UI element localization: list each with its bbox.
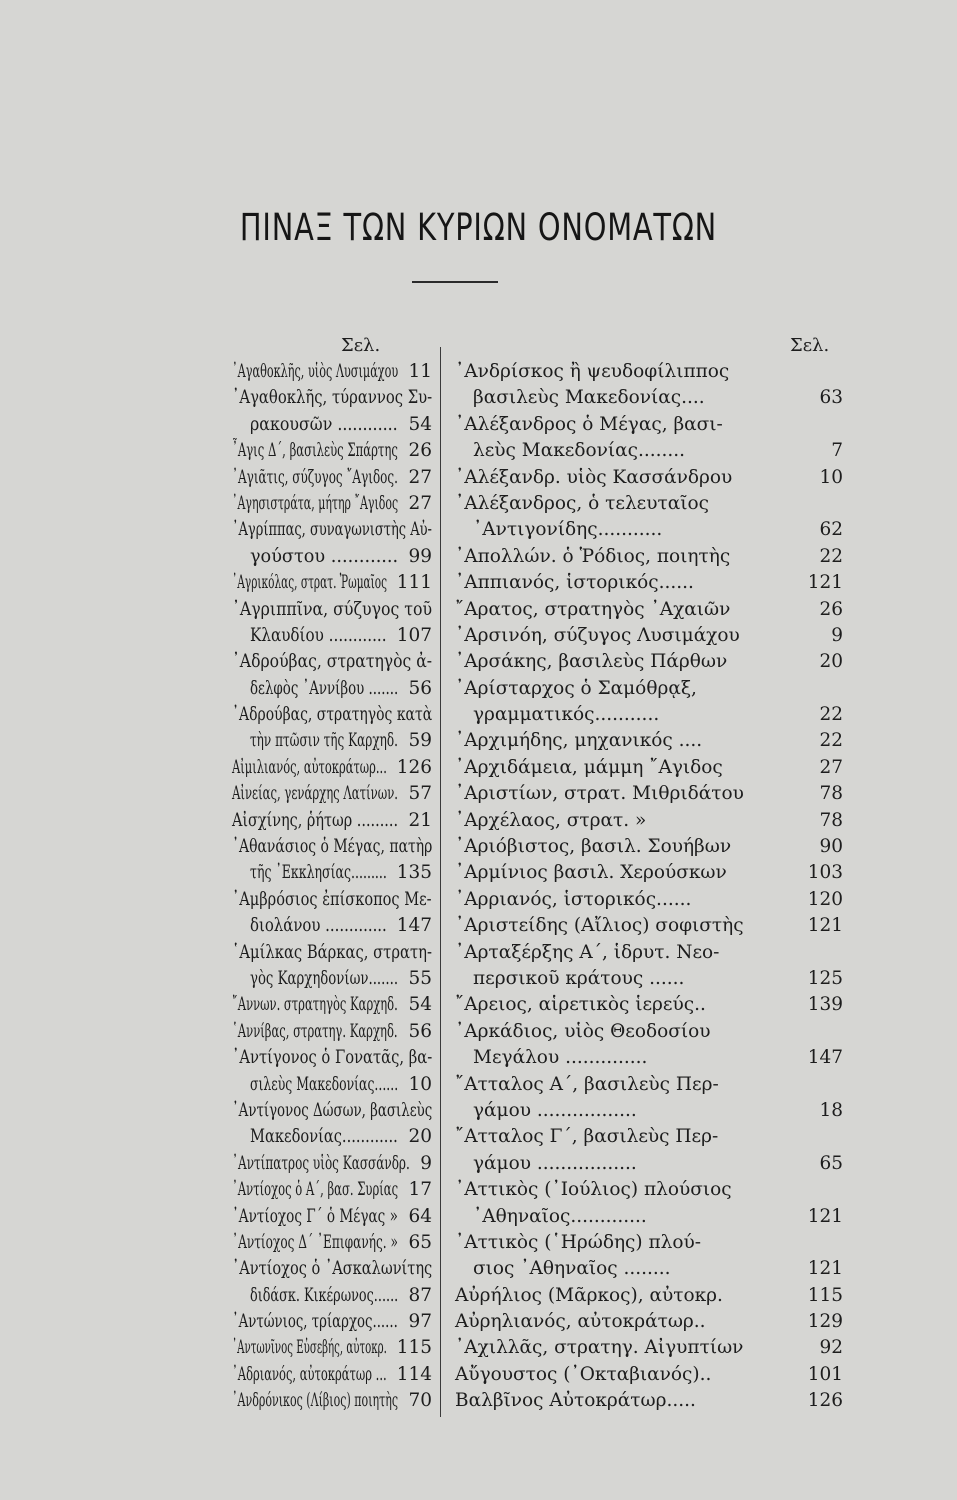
index-line (455, 359, 843, 385)
index-line (455, 1204, 843, 1230)
index-entry-text: δελφὸς ᾿Αννίβου ....... (250, 677, 399, 699)
index-entry-text: ᾿Αγριππῖνα, σύζυγος τοῦ (232, 598, 433, 620)
index-entry-text: ᾿Αγρίππας, συναγωνιστὴς Αὐ- (232, 519, 432, 541)
index-entry-text: Αἰνείας, γενάρχης Λατίνων. (232, 783, 398, 805)
right-entries (455, 359, 843, 1415)
index-entry-text: ᾿Ανδρόνικος (Λίβιος) ποιητὴς (232, 1390, 399, 1412)
index-entry-text: ᾿Αρριανός, ἱστορικός...... (455, 888, 692, 910)
index-entry-text: ᾿Αρίσταρχος ὁ Σαμόθρᾳξ, (455, 677, 697, 699)
index-line (455, 623, 843, 649)
index-entry-text: ῎Αρατος, στρατηγὸς ᾿Αχαιῶν (455, 598, 731, 620)
index-line (455, 940, 843, 966)
index-line (232, 385, 432, 411)
index-entry-text: ῎Αρειος, αἱρετικὸς ἱερεύς.. (455, 994, 706, 1016)
index-page-number: 114 (396, 1363, 432, 1385)
index-line (232, 1177, 432, 1203)
index-page-number: 121 (807, 1258, 843, 1280)
index-entry-text: ᾿Απολλών. ὁ Ῥόδιος, ποιητὴς (455, 545, 731, 567)
index-entry-text: ᾿Αθηναῖος............. (473, 1205, 647, 1227)
index-line (232, 1335, 432, 1361)
index-page-number: 26 (408, 440, 432, 462)
index-page-number: 54 (408, 994, 432, 1016)
index-entry-text: ᾿Αγαθοκλῆς, υἱὸς Λυσιμάχου (232, 361, 399, 382)
index-page-number: 101 (807, 1363, 843, 1385)
index-line (232, 438, 432, 464)
index-line (232, 412, 432, 438)
index-entry-text: ᾿Αττικὸς (᾿Ιούλιος) πλούσιος (455, 1179, 732, 1201)
index-line (232, 966, 432, 992)
index-page-number: 64 (408, 1205, 432, 1227)
index-line (455, 834, 843, 860)
index-line (455, 649, 843, 675)
page-title: ΠΙΝΑΞ ΤΩΝ ΚΥΡΙΩΝ ΟΝΟΜΑΤΩΝ (239, 206, 718, 249)
index-line (232, 1256, 432, 1282)
index-page-number: 11 (408, 361, 432, 382)
index-entry-text: ᾿Αρσάκης, βασιλεὺς Πάρθων (455, 651, 728, 673)
index-page-number: 99 (408, 545, 432, 567)
index-entry-text: ᾿Αλέξανδρος ὁ Μέγας, βασι- (455, 413, 723, 435)
index-entry-text: Κλαυδίου ............ (250, 624, 387, 646)
index-entry-text: λεὺς Μακεδονίας........ (473, 440, 686, 462)
index-line (455, 728, 843, 754)
index-entry-text: ᾿Αγησιστράτα, μήτηρ ῎Αγιδος (232, 492, 399, 514)
index-line (455, 702, 843, 728)
index-entry-text: Αἰσχίνης, ῥήτωρ ......... (232, 809, 399, 831)
index-line (455, 438, 843, 464)
index-page-number: 21 (408, 809, 432, 831)
index-page-number: 87 (408, 1284, 432, 1306)
right-page-header: Σελ. (790, 335, 830, 356)
index-line (232, 544, 432, 570)
index-line (455, 1309, 843, 1335)
index-line (455, 1151, 843, 1177)
index-line (232, 887, 432, 913)
index-entry-text: Αὐρηλιανός, αὐτοκράτωρ.. (455, 1311, 706, 1333)
index-page-number: 56 (408, 1020, 432, 1042)
index-page-number: 97 (408, 1311, 432, 1333)
index-entry-text: ᾿Αντιγονίδης........... (473, 519, 663, 541)
index-entry-text: διολάνου ............. (250, 915, 387, 937)
left-page-header: Σελ. (341, 335, 381, 356)
index-entry-text: βασιλεὺς Μακεδονίας.... (473, 387, 705, 409)
column-divider (440, 347, 441, 1417)
index-line (455, 1019, 843, 1045)
index-entry-text: ᾿Αντίοχος ὁ Α΄, βασ. Συρίας (232, 1179, 399, 1201)
index-entry-text: ᾿Αθανάσιος ὁ Μέγας, πατὴρ (232, 836, 433, 858)
index-entry-text: ᾿Αριστίων, στρατ. Μιθριδάτου (455, 783, 744, 805)
index-line (455, 1177, 843, 1203)
index-page-number: 126 (807, 1390, 843, 1412)
index-line (455, 966, 843, 992)
index-entry-text: ᾿Αριστείδης (Αἴλιος) σοφιστὴς (455, 915, 744, 937)
index-entry-text: ᾿Αντίοχος ὁ ᾿Ασκαλωνίτης (232, 1258, 433, 1280)
index-line (455, 570, 843, 596)
index-page-number: 90 (819, 836, 843, 858)
index-line (232, 1204, 432, 1230)
index-line (232, 1151, 432, 1177)
index-page-number: 121 (807, 572, 843, 594)
index-line (455, 755, 843, 781)
index-page-number: 54 (408, 413, 432, 435)
index-line (455, 1072, 843, 1098)
index-line (232, 623, 432, 649)
index-entry-text: ᾿Αγιᾶτις, σύζυγος ῎Αγιδος. (232, 466, 398, 488)
index-page-number: 139 (807, 994, 843, 1016)
index-page-number: 107 (396, 624, 432, 646)
index-page-number: 65 (408, 1231, 432, 1253)
index-line (232, 491, 432, 517)
index-entry-text: ρακουσῶν ............ (250, 413, 398, 435)
index-entry-text: διδάσκ. Κικέρωνος...... (250, 1284, 399, 1306)
index-line (232, 940, 432, 966)
index-line (232, 676, 432, 702)
index-entry-text: ᾿Αγρικόλας, στρατ. Ῥωμαῖος (232, 572, 388, 594)
index-entry-text: ᾿Αππιανός, ἱστορικός...... (455, 572, 694, 594)
index-entry-text: γούστου ............ (250, 545, 399, 567)
index-line (232, 597, 432, 623)
index-page-number: 9 (420, 1152, 432, 1174)
index-page-number: 78 (819, 783, 843, 805)
index-page-number: 56 (408, 677, 432, 699)
index-page-number: 115 (807, 1284, 843, 1306)
index-page-number: 7 (831, 440, 843, 462)
index-entry-text: ᾿Αλέξανδρος, ὁ τελευταῖος (455, 492, 709, 514)
index-entry-text: ᾿Αριόβιστος, βασιλ. Σουήβων (455, 836, 732, 858)
index-line (455, 860, 843, 886)
index-line (232, 649, 432, 675)
index-entry-text: περσικοῦ κράτους ...... (473, 967, 685, 989)
index-entry-text: ᾿Αρχιδάμεια, μάμμη ῎Αγιδος (455, 756, 723, 778)
index-line (455, 465, 843, 491)
index-page-number: 63 (819, 387, 843, 409)
index-line (455, 517, 843, 543)
index-entry-text: Αὐρήλιος (Μᾶρκος), αὐτοκρ. (455, 1284, 723, 1306)
index-line (232, 1098, 432, 1124)
index-page-number: 125 (807, 967, 843, 989)
index-entry-text: ᾿Αδριανός, αὐτοκράτωρ ... (232, 1363, 387, 1385)
index-entry-text: ᾿Αντίγονος ὁ Γονατᾶς, βα- (232, 1047, 433, 1069)
index-entry-text: ῎Ατταλος Α΄, βασιλεὺς Περ- (455, 1073, 719, 1095)
index-line (232, 834, 432, 860)
index-entry-text: γάμου ................. (473, 1152, 637, 1174)
index-entry-text: ῎Αννων. στρατηγὸς Καρχηδ. (232, 994, 398, 1016)
index-line (455, 385, 843, 411)
index-line (455, 992, 843, 1018)
index-page-number: 147 (396, 915, 432, 937)
index-line (232, 781, 432, 807)
index-line (232, 570, 432, 596)
index-page-number: 147 (807, 1047, 843, 1069)
index-entry-text: ᾿Αμβρόσιος ἐπίσκοπος Με- (232, 888, 432, 910)
index-line (455, 1362, 843, 1388)
index-entry-text: ᾿Αγαθοκλῆς, τύραννος Συ- (232, 387, 433, 409)
index-page-number: 59 (408, 730, 432, 752)
index-line (232, 1388, 432, 1414)
index-entry-text: ᾿Αλέξανδρ. υἱὸς Κασσάνδρου (455, 466, 733, 488)
index-page-number: 111 (396, 572, 432, 594)
index-entry-text: Βαλβῖνος Αὐτοκράτωρ..... (455, 1390, 696, 1412)
index-page-number: 65 (819, 1152, 843, 1174)
index-entry-text: ᾿Αρχέλαος, στρατ. » (455, 809, 647, 831)
index-page-number: 62 (819, 519, 843, 541)
index-line (232, 1124, 432, 1150)
index-page-number: 26 (819, 598, 843, 620)
index-line (232, 913, 432, 939)
index-entry-text: ᾿Αδρούβας, στρατηγὸς ἀ- (232, 651, 433, 673)
index-line (232, 359, 432, 385)
index-entry-text: ᾿Αρχιμήδης, μηχανικός .... (455, 730, 703, 752)
index-entry-text: γραμματικός........... (473, 704, 660, 726)
index-line (232, 1283, 432, 1309)
index-line (455, 1045, 843, 1071)
index-line (232, 755, 432, 781)
index-line (232, 728, 432, 754)
index-page-number: 92 (819, 1337, 843, 1359)
index-entry-text: ᾿Αντίοχος Γ΄ ὁ Μέγας » (232, 1205, 398, 1227)
index-page-number: 70 (408, 1390, 432, 1412)
index-line (232, 860, 432, 886)
index-entry-text: σιος ᾿Αθηναῖος ........ (473, 1258, 671, 1280)
index-entry-text: Μεγάλου .............. (473, 1047, 648, 1069)
title-rule (412, 281, 498, 283)
index-entry-text: σιλεὺς Μακεδονίας...... (250, 1073, 399, 1095)
index-line (455, 491, 843, 517)
index-page-number: 22 (819, 545, 843, 567)
index-page-number: 126 (396, 756, 432, 778)
index-line (232, 1045, 432, 1071)
index-entry-text: ᾿Αντίπατρος υἱὸς Κασσάνδρ. (232, 1152, 410, 1174)
index-line (232, 992, 432, 1018)
index-entry-text: ᾿Αντίγονος Δώσων, βασιλεὺς (232, 1099, 433, 1121)
index-page-number: 27 (408, 492, 432, 514)
index-page-number: 115 (396, 1337, 432, 1359)
index-page-number: 18 (819, 1099, 843, 1121)
index-page-number: 129 (807, 1311, 843, 1333)
index-line (455, 1283, 843, 1309)
index-entry-text: γάμου ................. (473, 1099, 637, 1121)
index-line (232, 1019, 432, 1045)
index-line (455, 1256, 843, 1282)
index-page-number: 10 (408, 1073, 432, 1095)
index-entry-text: ᾿Αρμίνιος βασιλ. Χερούσκων (455, 862, 727, 884)
index-page-number: 78 (819, 809, 843, 831)
index-line (455, 781, 843, 807)
index-page-number: 121 (807, 915, 843, 937)
index-line (455, 808, 843, 834)
index-page-number: 17 (408, 1179, 432, 1201)
index-page-number: 10 (819, 466, 843, 488)
index-line (455, 676, 843, 702)
index-line (232, 1362, 432, 1388)
index-entry-text: Μακεδονίας............ (250, 1126, 398, 1148)
index-line (455, 412, 843, 438)
index-entry-text: τὴν πτῶσιν τῆς Καρχηδ. (250, 730, 399, 752)
index-line (232, 1230, 432, 1256)
index-entry-text: ᾿Αντίοχος Δ΄ ᾿Επιφανής. » (232, 1231, 398, 1253)
index-line (455, 1388, 843, 1414)
index-entry-text: ῾Αννίβας, στρατηγ. Καρχηδ. (232, 1020, 398, 1042)
index-line (455, 597, 843, 623)
index-entry-text: ᾿Αδρούβας, στρατηγὸς κατὰ (232, 704, 433, 726)
index-entry-text: ᾿Αρκάδιος, υἱὸς Θεοδοσίου (455, 1020, 711, 1042)
index-entry-text: ῏Αγις Δ΄, βασιλεὺς Σπάρτης (232, 440, 398, 462)
index-line (455, 913, 843, 939)
index-line (455, 1335, 843, 1361)
index-line (455, 1230, 843, 1256)
index-line (232, 1309, 432, 1335)
index-page-number: 27 (819, 756, 843, 778)
index-line (455, 1098, 843, 1124)
index-line (232, 517, 432, 543)
index-entry-text: ᾿Ανδρίσκος ἢ ψευδοφίλιππος (455, 361, 730, 382)
index-line (232, 702, 432, 728)
index-line (455, 544, 843, 570)
index-line (232, 1072, 432, 1098)
index-page-number: 55 (408, 967, 432, 989)
index-line (232, 808, 432, 834)
index-entry-text: Αἰμιλιανός, αὐτοκράτωρ... (232, 756, 387, 778)
index-entry-text: γὸς Καρχηδονίων....... (250, 967, 399, 989)
index-page-number: 135 (396, 862, 432, 884)
index-page-number: 20 (819, 651, 843, 673)
index-page-number: 22 (819, 704, 843, 726)
index-page-number: 120 (807, 888, 843, 910)
index-page-number: 103 (807, 862, 843, 884)
index-entry-text: ᾿Αρταξέρξης Α΄, ἱδρυτ. Νεο- (455, 941, 720, 963)
index-line (455, 887, 843, 913)
index-page-number: 9 (831, 624, 843, 646)
index-entry-text: τῆς ᾿Εκκλησίας......... (250, 862, 387, 884)
index-line (232, 465, 432, 491)
index-entry-text: ᾿Αντωνῖνος Εὐσεβής, αὐτοκρ. (232, 1337, 387, 1359)
index-entry-text: ῎Ατταλος Γ΄, βασιλεὺς Περ- (455, 1126, 719, 1148)
index-line (455, 1124, 843, 1150)
index-page-number: 20 (408, 1126, 432, 1148)
index-page-number: 121 (807, 1205, 843, 1227)
index-entry-text: Αὔγουστος (᾿Οκταβιανός).. (455, 1363, 712, 1385)
index-page-number: 22 (819, 730, 843, 752)
index-page-number: 27 (408, 466, 432, 488)
index-entry-text: ᾿Αρσινόη, σύζυγος Λυσιμάχου (455, 624, 740, 646)
index-entry-text: ᾿Αχιλλᾶς, στρατηγ. Αἰγυπτίων (455, 1337, 744, 1359)
index-page-number: 57 (408, 783, 432, 805)
index-entry-text: ῾Αμίλκας Βάρκας, στρατη- (232, 941, 432, 963)
index-entry-text: ᾿Αττικὸς (῾Ηρώδης) πλού- (455, 1231, 702, 1253)
left-entries (232, 359, 432, 1415)
index-entry-text: ᾿Αντώνιος, τρίαρχος...... (232, 1311, 398, 1333)
